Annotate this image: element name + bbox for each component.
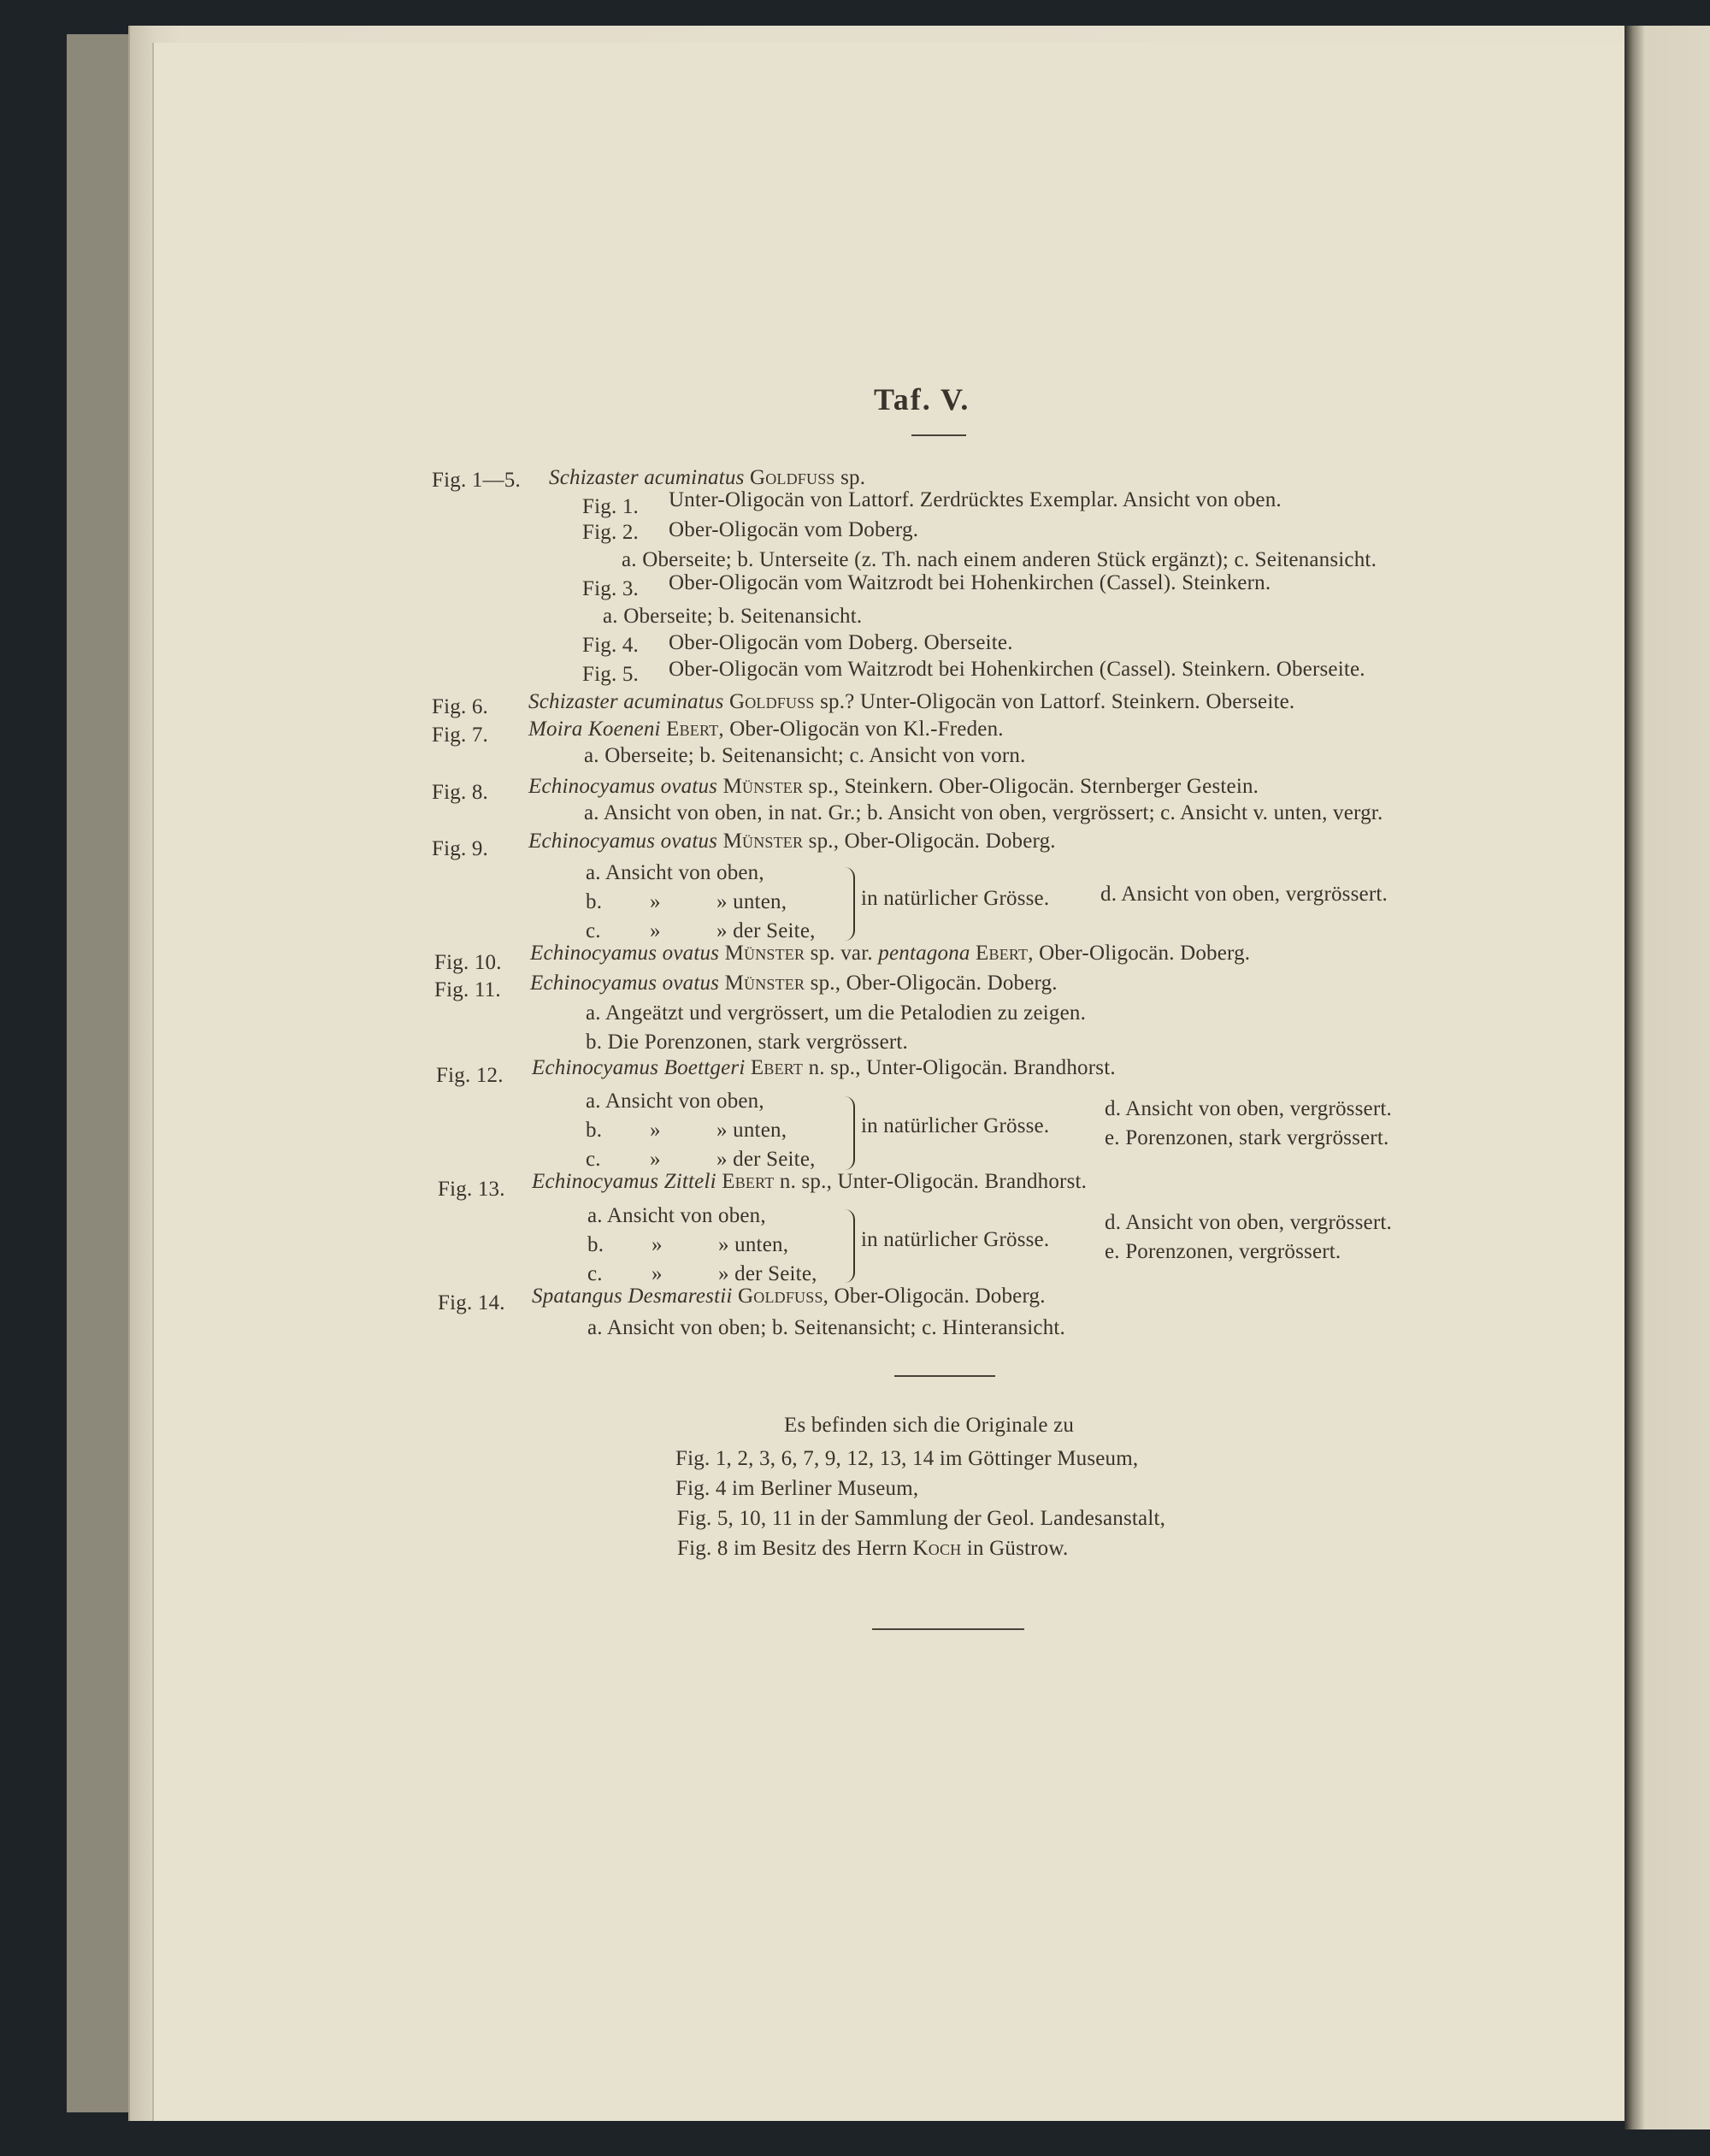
sub-fig-text: Unter-Oligocän von Lattorf. Zerdrücktes Exemplar. Ansicht von oben. <box>669 488 1282 511</box>
brace <box>845 867 855 941</box>
originals-line: Fig. 8 im Besitz des Herrn Koch in Güstrow. <box>677 1537 1069 1560</box>
brace <box>845 1209 855 1283</box>
extra-view: e. Porenzonen, vergrössert. <box>1105 1240 1341 1263</box>
originals-line: Fig. 4 im Berliner Museum, <box>675 1477 919 1500</box>
species-line: Echinocyamus ovatus Münster sp., Ober-Oligocän. Doberg. <box>528 830 1056 853</box>
view-b-letter: b. <box>587 1233 604 1256</box>
sub-fig-text: Ober-Oligocän vom Doberg. <box>669 518 919 541</box>
size-note: in natürlicher Grösse. <box>861 1114 1050 1137</box>
view-c-letter: c. <box>587 1262 603 1285</box>
title-rule <box>911 434 966 436</box>
sub-fig-label: Fig. 4. <box>582 634 639 657</box>
extra-view: d. Ansicht von oben, vergrössert. <box>1105 1211 1392 1234</box>
view-c-letter: c. <box>586 1148 601 1171</box>
fig-label: Fig. 6. <box>432 695 488 718</box>
view-a: a. Ansicht von oben, <box>586 861 764 884</box>
view-list: a. Oberseite; b. Seitenansicht. <box>603 605 863 628</box>
fig-label: Fig. 14. <box>438 1291 505 1314</box>
species-line: Echinocyamus Boettgeri Ebert n. sp., Unter-Oligocän. Brandhorst. <box>532 1056 1116 1079</box>
originals-line: Fig. 5, 10, 11 in der Sammlung der Geol. Landesanstalt, <box>677 1507 1166 1530</box>
sub-fig-label: Fig. 5. <box>582 663 639 686</box>
view-b: » unten, <box>716 890 787 913</box>
sub-fig-text: Ober-Oligocän vom Doberg. Oberseite. <box>669 631 1013 654</box>
view-c: » der Seite, <box>716 919 816 942</box>
ditto-mark: » <box>650 919 661 942</box>
sub-fig-text: Ober-Oligocän vom Waitzrodt bei Hohenkirchen (Cassel). Steinkern. Oberseite. <box>669 658 1365 681</box>
end-rule <box>872 1628 1024 1630</box>
sub-fig-label: Fig. 3. <box>582 577 639 600</box>
view-b: » unten, <box>716 1119 787 1142</box>
species-line: Echinocyamus ovatus Münster sp. var. pentagona Ebert, Ober-Oligocän. Doberg. <box>530 942 1251 965</box>
fig-label: Fig. 13. <box>438 1178 505 1201</box>
fig-label: Fig. 1—5. <box>432 469 521 492</box>
species-line: Spatangus Desmarestii Goldfuss, Ober-Oligocän. Doberg. <box>532 1285 1046 1308</box>
fig-label: Fig. 8. <box>432 781 488 804</box>
view-b: » unten, <box>718 1233 789 1256</box>
view-c: » der Seite, <box>716 1148 816 1171</box>
view-list: a. Ansicht von oben, in nat. Gr.; b. Ansicht von oben, vergrössert; c. Ansicht v. unten, vergr. <box>584 801 1383 824</box>
fig-label: Fig. 10. <box>434 951 502 974</box>
view-a: a. Ansicht von oben, <box>587 1204 766 1227</box>
plate-title: Taf. V. <box>874 382 970 416</box>
sub-fig-text: Ober-Oligocän vom Waitzrodt bei Hohenkirchen (Cassel). Steinkern. <box>669 571 1271 594</box>
brace <box>845 1096 855 1170</box>
sub-fig-label: Fig. 1. <box>582 495 639 518</box>
view-c: » der Seite, <box>718 1262 817 1285</box>
view-b: b. Die Porenzonen, stark vergrössert. <box>586 1031 908 1054</box>
fig-label: Fig. 7. <box>432 724 488 747</box>
view-b-letter: b. <box>586 1119 603 1142</box>
view-list: a. Oberseite; b. Unterseite (z. Th. nach einem anderen Stück ergänzt); c. Seitenansicht. <box>622 548 1377 571</box>
view-list: a. Oberseite; b. Seitenansicht; c. Ansicht von vorn. <box>584 744 1026 767</box>
size-note: in natürlicher Grösse. <box>861 887 1050 910</box>
originals-line: Fig. 1, 2, 3, 6, 7, 9, 12, 13, 14 im Göttinger Museum, <box>675 1447 1139 1470</box>
ditto-mark: » <box>650 1119 661 1142</box>
ditto-mark: » <box>650 890 661 913</box>
species-line: Echinocyamus ovatus Münster sp., Ober-Oligocän. Doberg. <box>530 972 1058 995</box>
ditto-mark: » <box>652 1262 663 1285</box>
species-line: Echinocyamus ovatus Münster sp., Steinkern. Ober-Oligocän. Sternberger Gestein. <box>528 775 1259 798</box>
view-a: a. Ansicht von oben, <box>586 1090 764 1113</box>
view-c-letter: c. <box>586 919 601 942</box>
species-line: Schizaster acuminatus Goldfuss sp. <box>549 466 866 489</box>
fig-label: Fig. 9. <box>432 837 488 860</box>
extra-view: d. Ansicht von oben, vergrössert. <box>1105 1097 1392 1120</box>
species-line: Moira Koeneni Ebert, Ober-Oligocän von Kl.-Freden. <box>528 718 1004 741</box>
extra-view: e. Porenzonen, stark vergrössert. <box>1105 1126 1389 1149</box>
species-line: Schizaster acuminatus Goldfuss sp.? Unter-Oligocän von Lattorf. Steinkern. Oberseite. <box>528 690 1295 713</box>
extra-view: d. Ansicht von oben, vergrössert. <box>1100 883 1388 906</box>
ditto-mark: » <box>652 1233 663 1256</box>
section-rule <box>894 1375 995 1377</box>
sub-fig-label: Fig. 2. <box>582 521 639 544</box>
view-a: a. Angeätzt und vergrössert, um die Petalodien zu zeigen. <box>586 1001 1087 1025</box>
ditto-mark: » <box>650 1148 661 1171</box>
view-b-letter: b. <box>586 890 603 913</box>
species-line: Echinocyamus Zitteli Ebert n. sp., Unter-Oligocän. Brandhorst. <box>532 1170 1088 1193</box>
fig-label: Fig. 12. <box>436 1064 504 1087</box>
fig-label: Fig. 11. <box>434 978 501 1001</box>
view-list: a. Ansicht von oben; b. Seitenansicht; c. Hinteransicht. <box>587 1316 1066 1339</box>
size-note: in natürlicher Grösse. <box>861 1228 1050 1251</box>
originals-heading: Es befinden sich die Originale zu <box>784 1414 1075 1437</box>
